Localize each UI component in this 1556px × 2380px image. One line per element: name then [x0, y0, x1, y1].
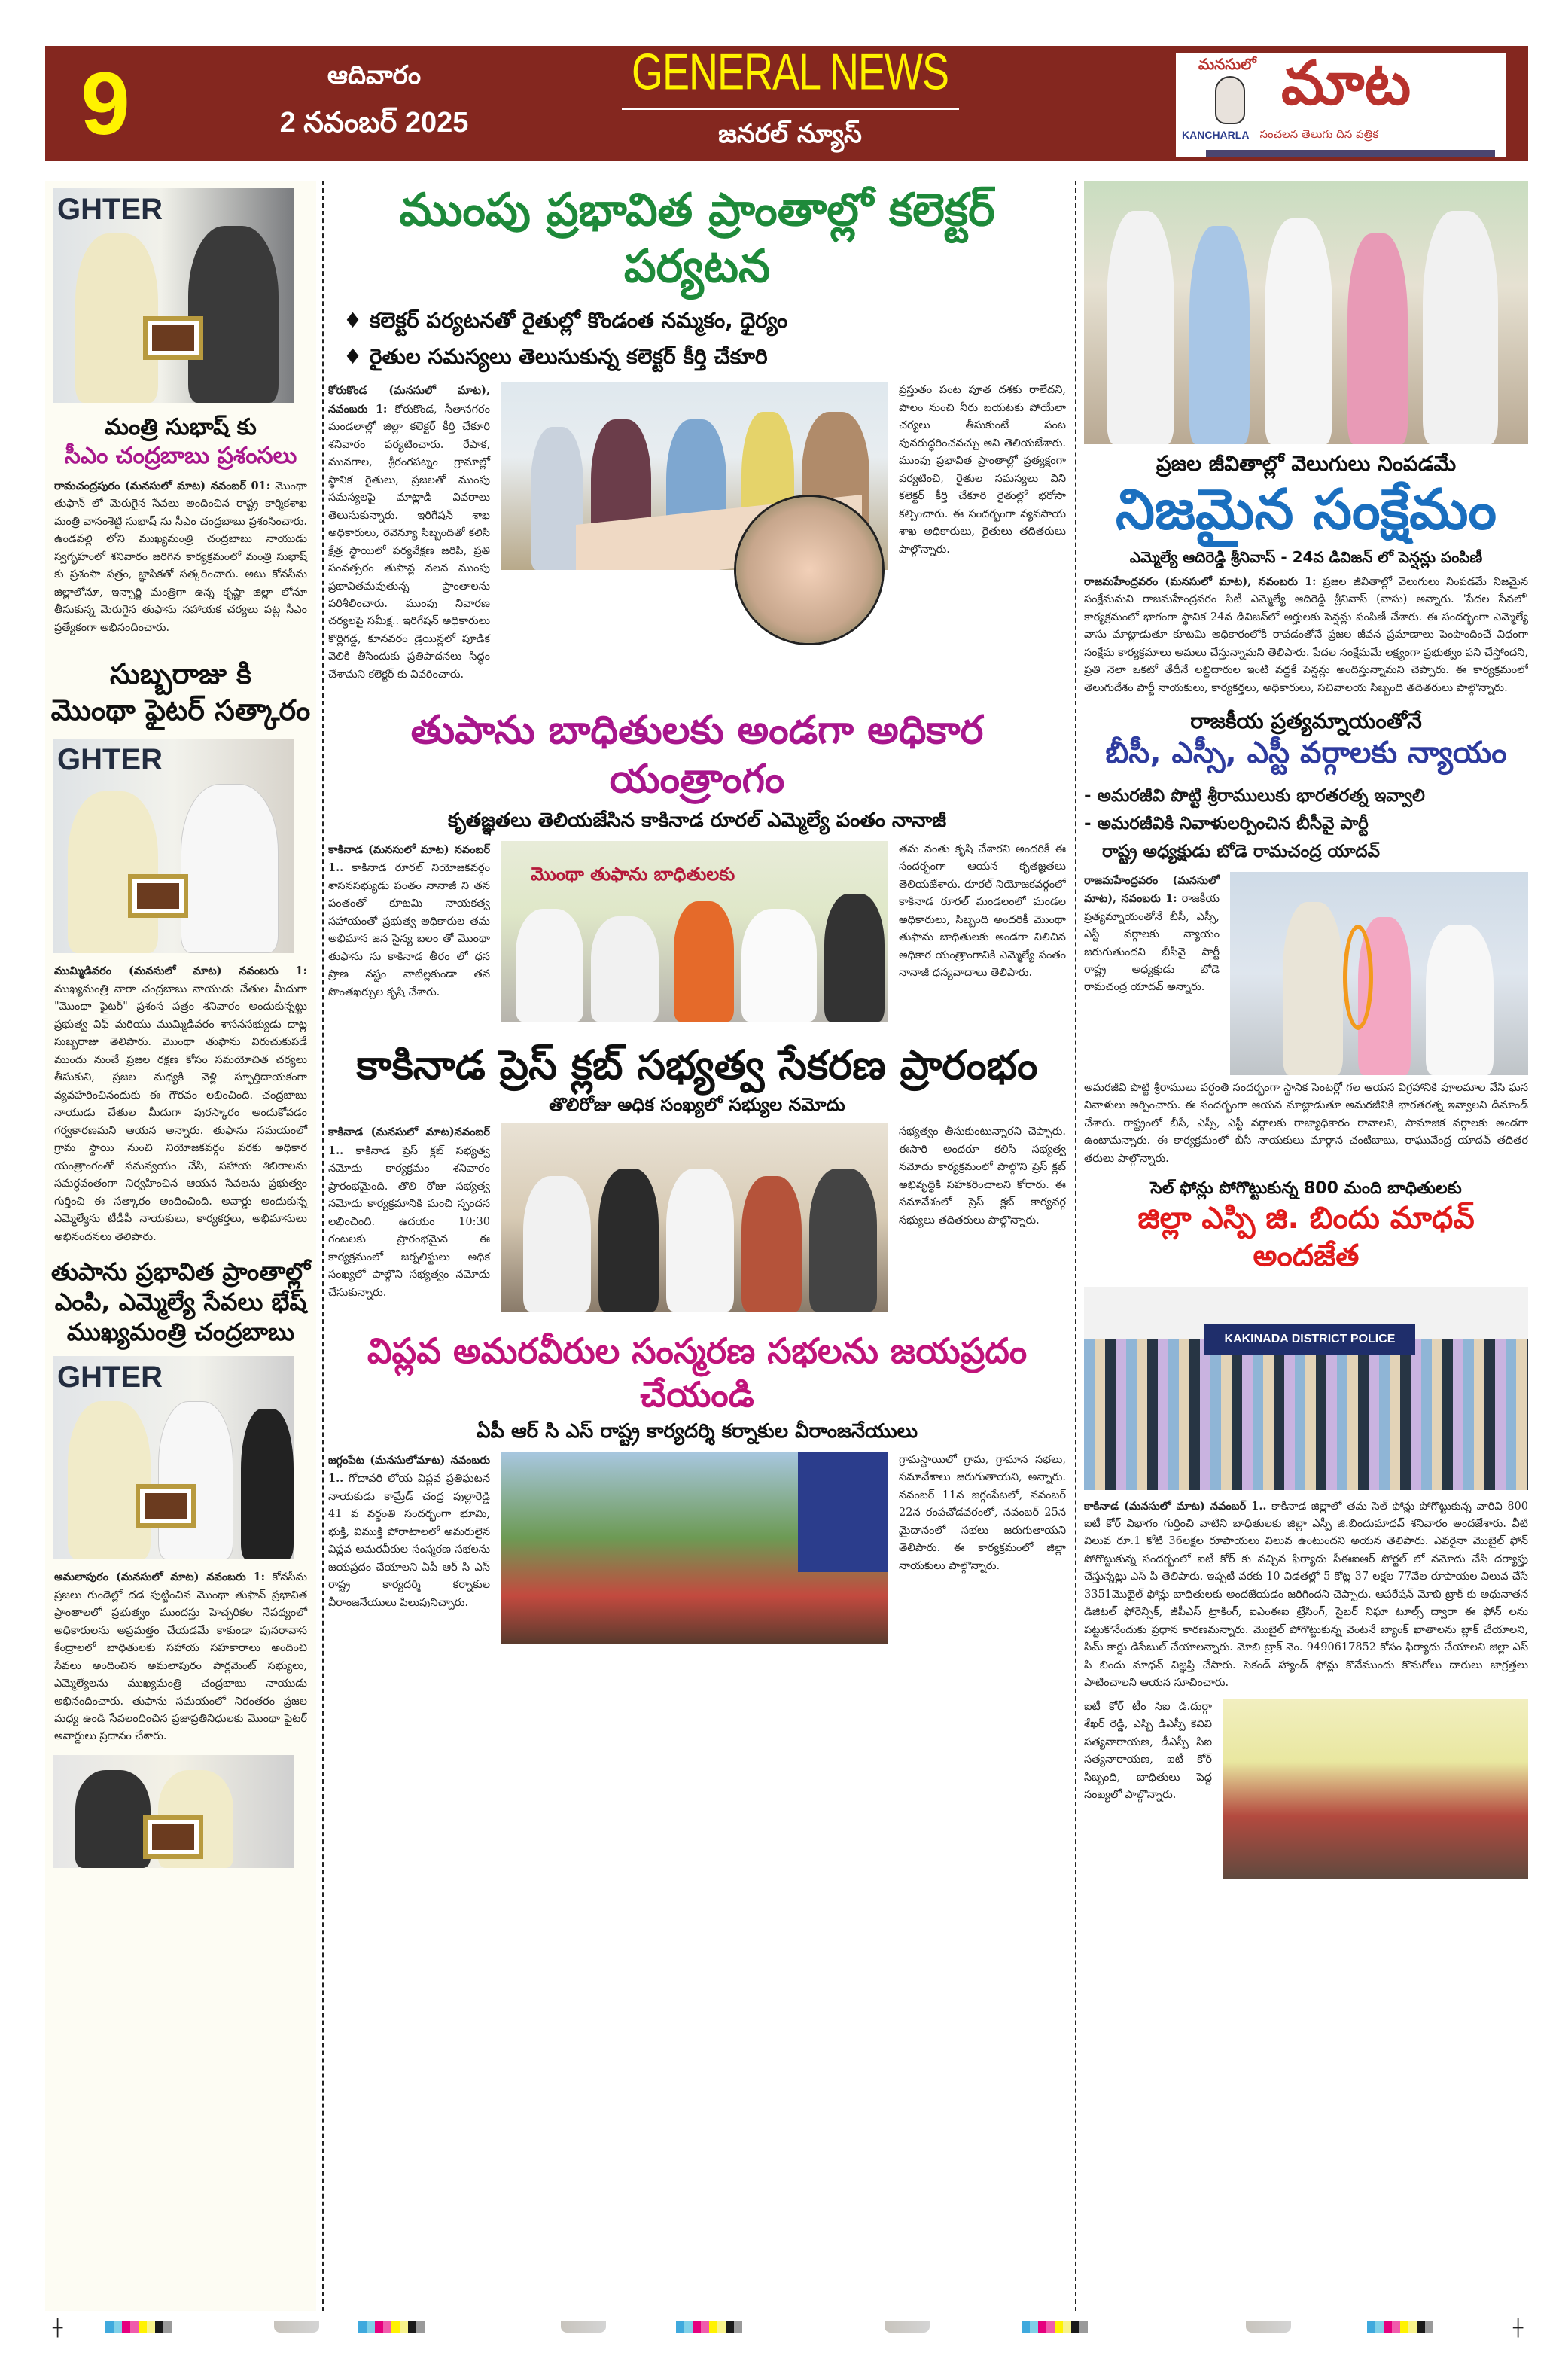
color-swatch	[1392, 2321, 1400, 2333]
story-headline: సుబ్బరాజు కి	[110, 657, 251, 691]
story-subheadline: కృతజ్ఞతలు తెలియజేసిన కాకినాడ రూరల్ ఎమ్మెల్యే పంతం నానాజీ	[447, 809, 947, 833]
color-swatch	[734, 2321, 742, 2333]
center-column	[328, 181, 1066, 2311]
color-swatch	[684, 2321, 693, 2333]
photo-cm-award-mp	[53, 1356, 294, 1559]
logo-top-script: మనసులో	[1198, 55, 1256, 73]
section-title-te: జనరల్ న్యూస్	[718, 119, 862, 149]
story-headline: బీసీ, ఎస్సీ, ఎస్టీ వర్గాలకు న్యాయం	[1105, 736, 1507, 771]
story-body	[899, 1123, 1066, 1230]
color-swatch	[383, 2321, 391, 2333]
photo-backdrop-text: GHTER	[57, 193, 163, 226]
photo-backdrop-text: GHTER	[57, 1361, 163, 1394]
bullet-item: రాష్ట్ర అధ్యక్షుడు బోడె రామచంద్ర యాదవ్	[1102, 841, 1381, 861]
color-swatch	[155, 2321, 163, 2333]
founder-portrait-icon	[1215, 76, 1245, 124]
masthead-date-block	[45, 46, 583, 161]
photo-cm-award-subhash	[53, 188, 294, 403]
left-column	[45, 181, 316, 2311]
story-headline: జిల్లా ఎస్పి జి. బిందు మాధవ్ అందజేత	[1137, 1200, 1475, 1273]
story-headline: ముంపు ప్రభావిత ప్రాంతాల్లో కలెక్టర్ పర్యటన	[399, 184, 995, 293]
photo-victims-gathering	[1223, 1699, 1528, 1879]
photo-pension-distribution	[1084, 181, 1528, 444]
print-color-bar	[358, 2321, 425, 2333]
story-text: ముఖ్యమంత్రి నారా చంద్రబాబు నాయుడు చేతుల మీదుగా "మొంథా ఫైటర్" ప్రశంస పత్రం శనివారం అందుకున్నట్టు ప్రభుత్వ విఫ్ మరియు ముమ్మిడివరం శాసనసభ్యుడు దాట్ల సుబ్బరాజు తెలిపారు. మొంథా తుఫాను విరుచుకుపడే ముందు నుంచే ప్రజల రక్షణ కోసం సమయోచిత చర్యలు తీసుకుని, ప్రజల మధ్యకి వెళ్లి స్ఫూర్తిదాయకంగా వ్యవహరించినందుకు ఈ గౌరవం లభించింది. చంద్రబాబు నాయుడు చేతుల మీదుగా పురస్కారం అందుకోవడం గర్వకారణమని ఆయన అన్నారు. తుఫాను సమయంలో గ్రామ స్థాయి నుంచి నియోజకవర్గం వరకు అధికార యంత్రాంగంతో సమన్వయం చేసి, సహాయ శిబిరాలను సమర్ధవంతంగా నిర్వహించిన ఆయన సేవలను ప్రభుత్వం గుర్తించి ఈ సత్కారం అందించింది. అవార్డు అందుకున్న ఎమ్మెల్యేను టీడీపీ నాయకులు, కార్యకర్తలు, అభిమానులు అభినందనలు తెలిపారు.	[54, 983, 307, 1243]
color-swatch	[114, 2321, 122, 2333]
newspaper-logo	[1176, 48, 1506, 157]
page-number: 9	[81, 53, 130, 154]
story-dateline: కాకినాడ (మనసులో మాట)నవంబర్ 1..	[328, 1126, 490, 1157]
story-body	[328, 1452, 490, 1612]
color-swatch	[1375, 2321, 1384, 2333]
masthead-logo-area	[997, 46, 1528, 161]
section-title	[583, 46, 997, 161]
story-phones-bottom	[1084, 1699, 1528, 1879]
photo-cm-award-subbaraju	[53, 739, 294, 953]
story-headline: మంత్రి సుభాష్ కు	[105, 414, 257, 440]
bullet-text: కలెక్టర్ పర్యటనతో రైతుల్లో కొండంత నమ్మకం, ధైర్యం	[369, 308, 788, 333]
story-kicker: ప్రజల జీవితాల్లో వెలుగులు నింపడమే	[1156, 451, 1457, 476]
color-swatch	[139, 2321, 147, 2333]
story-body	[1084, 1699, 1212, 1805]
story-body	[1084, 1080, 1528, 1168]
story-photo-area	[501, 382, 888, 570]
color-swatch	[105, 2321, 114, 2333]
story-text: మొంథా తుఫాన్ లో మెరుగైన సేవలు అందించిన రాష్ట్ర కార్మికశాఖ మంత్రి వాసంశెట్టి సుభాష్ ను సీఎం చంద్రబాబు ప్రశంసించారు. ఉండవల్లి లోని ముఖ్యమంత్రి చంద్రబాబు నాయుడు స్వగృహంలో శనివారం జరిగిన కార్యక్రమంలో మంత్రి సుభాష్ కు ప్రశంసా పత్రం, జ్ఞాపికతో సత్కరించారు. అటు కోనసీమ జిల్లాలోనూ, ఇన్చార్జి మంత్రిగా ఉన్న కృష్ణా జిల్లా లోనూ తీసుకున్న మెరుగైన తుఫాను సహాయక చర్యలు పట్ల సీఎం ప్రత్యేకంగా అభినందించారు.	[54, 480, 307, 634]
print-color-bar	[105, 2321, 172, 2333]
photo-cm-award-4	[53, 1755, 294, 1868]
photo-martyrs-meeting	[501, 1452, 888, 1644]
story-body	[54, 1568, 307, 1746]
color-swatch	[130, 2321, 139, 2333]
color-swatch	[1055, 2321, 1063, 2333]
story-body	[328, 1123, 490, 1302]
print-color-bar	[1022, 2321, 1088, 2333]
column-divider	[322, 181, 324, 2311]
logo-underline-bar	[1206, 150, 1495, 157]
issue-day: ఆదివారం	[327, 61, 422, 90]
crop-mark-icon: ┼	[53, 2319, 63, 2338]
color-swatch	[726, 2321, 734, 2333]
story-headline: ఎంపి, ఎమ్మెల్యే సేవలు భేష్	[54, 1288, 307, 1317]
color-swatch	[367, 2321, 375, 2333]
section-title-en: GENERAL NEWS	[631, 44, 949, 101]
story-nanaji	[328, 841, 1066, 1022]
print-grey-patch	[1246, 2321, 1291, 2333]
color-swatch	[717, 2321, 726, 2333]
color-swatch	[676, 2321, 684, 2333]
color-swatch	[693, 2321, 701, 2333]
issue-date	[166, 61, 583, 146]
story-dateline: రామచంద్రపురం (మనసులో మాట) నవంబర్ 01:	[54, 480, 271, 492]
story-dateline: జగ్గంపేట (మనసులోమాట) నవంబరు 1..	[328, 1453, 490, 1486]
story-body	[1084, 1498, 1528, 1693]
print-grey-patch	[274, 2321, 319, 2333]
color-swatch	[1408, 2321, 1417, 2333]
story-headline: కాకినాడ ప్రెస్ క్లబ్ సభ్యత్వ సేకరణ ప్రారంభం	[356, 1041, 1038, 1089]
color-swatch	[1079, 2321, 1088, 2333]
column-divider	[1075, 181, 1076, 2311]
story-press-club	[328, 1123, 1066, 1312]
story-text: ప్రజల జీవితాల్లో వెలుగులు నింపడమే నిజమైన సంక్షేమమని రాజమహేంద్రవరం సిటీ ఎమ్మెల్యే ఆదిరెడ్డి శ్రీనివాస్ (వాసు) అన్నారు. 'పేదల సేవలో' కార్యక్రమంలో భాగంగా స్థానిక 24వ డివిజన్‌లో అర్హులకు పెన్షన్లు పంపిణీ చేశారు. ఈ సందర్భంగా ఎమ్మెల్యే వాసు మాట్లాడుతూ కూటమి అధికారంలోకి రావడంతోనే ప్రజల జీవన ప్రమాణాలు పెంపొందించే విధంగా సంక్షేమ కార్యక్రమాలు అమలు చేస్తున్నామని తెలిపారు. పేదల సంక్షేమమే లక్ష్యంగా ప్రభుత్వం పని చేస్తోందని, ప్రతి నెలా ఒకటో తేదీనే లబ్ధిదారుల ఇంటి వద్దకే పెన్షన్లు అందిస్తున్నామని చెప్పారు. ఈ కార్యక్రమంలో తెలుగుదేశం పార్టీ నాయకులు, కార్యకర్తలు, అధికారులు, సచివాలయ సిబ్బంది తదితరులు పాల్గొన్నారు.	[1084, 575, 1528, 694]
crop-mark-icon: ┼	[1513, 2319, 1524, 2338]
photo-inset-circle	[734, 495, 885, 645]
story-body	[1084, 872, 1220, 997]
photo-banner-text: KAKINADA DISTRICT POLICE	[1204, 1324, 1415, 1355]
print-grey-patch	[561, 2321, 606, 2333]
color-swatch	[1071, 2321, 1079, 2333]
story-bullets	[1084, 782, 1528, 865]
print-color-bar	[676, 2321, 742, 2333]
story-dateline: రాజమహేంద్రవరం (మనసులో మాట), నవంబరు 1:	[1084, 873, 1220, 906]
color-swatch	[400, 2321, 408, 2333]
story-bullets	[343, 303, 1066, 374]
story-text: సభ్యత్వం తీసుకుంటున్నారని చెప్పారు. ఈసారి అందరూ కలిసి సభ్యత్వ నమోదు కార్యక్రమంలో పాల్గొని ప్రెస్ క్లబ్ అభివృద్ధికి సహకరించాలని కోరారు. ఈ సమావేశంలో ప్రెస్ క్లబ్ కార్యవర్గ సభ్యులు తదితరులు పాల్గొన్నారు.	[899, 1126, 1066, 1227]
color-swatch	[709, 2321, 717, 2333]
story-headline: సీఎం చంద్రబాబు ప్రశంసలు	[64, 442, 297, 469]
story-martyrs	[328, 1452, 1066, 1644]
bullet-text: రైతుల సమస్యలు తెలుసుకున్న కలెక్టర్ కీర్తి చేకూరి	[369, 343, 768, 369]
story-dateline: కోరుకొండ (మనసులో మాట), నవంబరు 1:	[328, 384, 490, 416]
story-dateline: అమలాపురం (మనసులో మాట) నవంబరు 1:	[54, 1571, 266, 1584]
story-kicker: సెల్ ఫోన్లు పోగొట్టుకున్న 800 మంది బాధితులకు	[1150, 1179, 1462, 1198]
story-photo-area	[501, 841, 888, 1022]
story-text: కాకినాడ ప్రెస్ క్లబ్ సభ్యత్వ నమోదు కార్యక్రమం శనివారం ప్రారంభమైంది. తొలి రోజు సభ్యత్వ నమోదు కార్యక్రమానికి మంచి స్పందన లభించింది. ఉదయం 10:30 గంటలకు ప్రారంభమైన ఈ కార్యక్రమంలో జర్నలిస్టులు అధిక సంఖ్యలో పాల్గొని సభ్యత్వం నమోదు చేసుకున్నారు.	[328, 1144, 491, 1299]
color-swatch	[147, 2321, 155, 2333]
photo-banner-text: మొంథా తుఫాను బాధితులకు	[531, 863, 735, 885]
bullet-item: ♦ రైతుల సమస్యలు తెలుసుకున్న కలెక్టర్ కీర్తి చేకూరి	[343, 343, 768, 369]
logo-tagline: సంచలన తెలుగు దిన పత్రిక	[1259, 127, 1379, 141]
color-swatch	[1417, 2321, 1425, 2333]
bullet-item: - అమరజీవి పొట్టి శ్రీరాములుకు భారతరత్న ఇవ్వాలి	[1084, 786, 1425, 806]
story-body	[899, 1452, 1066, 1575]
color-swatch	[408, 2321, 416, 2333]
story-text: అమరజీవి పొట్టి శ్రీరాములు వర్ధంతి సందర్భంగా స్థానిక సెంటర్లో గల ఆయన విగ్రహానికి పూలమాల వేసి ఘన నివాళులు అర్పించారు. ఈ సందర్భంగా ఆయన మాట్లాడుతూ అమరజీవికి భారతరత్న ఇవ్వాలని డిమాండ్ చేశారు. రాష్ట్రంలో బీసీ, ఎస్సీ, ఎస్టీ వర్గాలకు రాజ్యాధికారం రావాలని, సామాజిక వర్గాలకు అండగా ఉంటామన్నారు. ఈ కార్యక్రమంలో బీసీ నాయకులు మార్గాన చంటిబాబు, రాఘువేంద్ర యాదవ్ తదితర తరులు పాల్గొన్నారు.	[1084, 1081, 1528, 1165]
color-swatch	[1030, 2321, 1038, 2333]
story-text: ప్రస్తుతం పంట పూత దశకు రాలేదని, పొలం నుంచి నీరు బయటకు పోయేలా చర్యలు తీసుకుంటే పంట పునరుద్ధరించవచ్చు అని తెలియజేశారు. ముంపు ప్రభావిత ప్రాంతాల్లో ప్రత్యక్షంగా పర్యటించి, రైతుల సమస్యలు విని కలెక్టర్ కీర్తి చేకూరి రైతుల్లో భరోసా కల్పించారు. ఈ సందర్భంగా వ్యవసాయ శాఖ అధికారులు, రైతులు తదితరులు పాల్గొన్నారు.	[899, 384, 1066, 556]
right-column	[1084, 181, 1528, 2311]
story-text: గ్రామస్థాయిలో గ్రామ, గ్రామాన సభలు, సమావేశాలు జరుగుతాయని, అన్నారు. నవంబర్ 11న జగ్గంపేటలో, నవంబర్ 22న రంపచోడవరంలో, నవంబర్ 25న మైదానంలో సభలు జరుగుతాయని తెలిపారు. ఈ కార్యక్రమంలో జిల్లా నాయకులు పాల్గొన్నారు.	[899, 1453, 1066, 1572]
color-swatch	[375, 2321, 383, 2333]
logo-kancharla: KANCHARLA	[1182, 128, 1250, 141]
color-swatch	[391, 2321, 400, 2333]
story-body	[899, 382, 1066, 559]
bullet-item: - అమరజీవికి నివాళులర్పించిన బీసీవై పార్టీ	[1084, 813, 1369, 833]
color-swatch	[1063, 2321, 1071, 2333]
masthead	[45, 46, 1528, 161]
story-text: గోదావరి లోయ విప్లవ ప్రతిఘటన నాయకుడు కామ్రేడ్ చంద్ర పుల్లారెడ్డి 41 వ వర్ధంతి సందర్భంగా భూమి, భుక్తి, విముక్తి పోరాటాలలో అమరులైన విప్లవ అమరవీరుల సంస్మరణ సభలను జయప్రదం చేయాలని ఏపీ ఆర్ సి ఎస్ రాష్ట్ర కార్యదర్శి కర్నాకుల వీరాంజనేయులు పిలుపునిచ్చారు.	[328, 1473, 490, 1609]
story-body	[899, 841, 1066, 983]
logo-bottom-row	[1182, 129, 1495, 140]
photo-backdrop-text: GHTER	[57, 743, 163, 777]
story-text: కాకినాడ జిల్లాలో తమ సెల్ ఫోన్లు పోగొట్టుకున్న వారివి 800 ఐటీ కోర్ విభాగం గుర్తించి వాటిని బాధితులకు జిల్లా ఎస్పీ జి.బిందుమాధవ్ శనివారం అందజేశారు. వీటి విలువ రూ.1 కోటి 36లక్షల రూపాయలు విలువ ఉంటుందని అయన తెలిపారు. ఎవరైనా మొబైల్ ఫోన్ పోగొట్టుకున్న సందర్భంలో ఐటీ కోర్ కు వచ్చిన ఫిర్యాదు సీఈఐఆర్ పోర్టల్ లో నమోదు చేసి దర్యాప్తు చేస్తున్నట్లు ఎస్ పి తెలిపారు. ఇప్పటి వరకు 10 విడతల్లో 5 కోట్ల 37 లక్షల 77వేల రూపాయల విలువ చేసే 3351మొబైల్ ఫోన్లు బాధితులకు అందజేయడం జరిగిందని చెప్పారు. ఆపరేషన్ మోబి ట్రాక్ కు అధునాతన డిజిటల్ ఫోరెన్సిక్, జీపీఎస్ ట్రాకింగ్, ఐఎంఈఐ ట్రేసింగ్, సైబర్ నిఘా టూల్స్ ద్వారా ఈ ఫోన్ లను పట్టుకొనేందుకు ప్రధాన కారణమన్నారు. మొబైల్ పోగొట్టుకున్న వెంటనే బ్యాంక్ ఖాతాలను బ్లాక్ చేయాలని, సిమ్ కార్డు డిసేబుల్ చేయాలన్నారు. మోబి ట్రాక్ నెం. 9490617852 కోసం ఫిర్యాదు చేయాలని జిల్లా ఎస్ పి బిందు మాధవ్ విజ్ఞప్తి చేసారు. సెకండ్ హ్యాండ్ ఫోన్లు కొనేముందు కొనుగోలు దారులు జాగ్రత్తలు పాటించాలని ఆయన సూచించారు.	[1084, 1500, 1528, 1690]
story-subheadline: తొలిరోజు అధిక సంఖ్యలో సభ్యుల నమోదు	[549, 1094, 845, 1116]
print-grey-patch	[885, 2321, 930, 2333]
story-collector-visit	[328, 382, 1066, 684]
story-photo-area	[501, 1123, 888, 1312]
story-dateline: ముమ్మిడివరం (మనసులో మాట) నవంబరు 1:	[54, 964, 307, 978]
logo-brand: మాట	[1281, 48, 1411, 118]
story-headline: నిజమైన సంక్షేమం	[1116, 477, 1497, 542]
story-headline: విప్లవ అమరవీరుల సంస్మరణ సభలను జయప్రదం చేయండి	[367, 1330, 1028, 1415]
story-body	[1084, 573, 1528, 697]
bullet-item: ♦ కలెక్టర్ పర్యటనతో రైతుల్లో కొండంత నమ్మకం, ధైర్యం	[343, 308, 788, 333]
color-swatch	[1022, 2321, 1030, 2333]
story-dateline: కాకినాడ (మనసులో మాట) నవంబర్ 1..	[1084, 1499, 1267, 1513]
color-swatch	[1384, 2321, 1392, 2333]
story-kicker: రాజకీయ ప్రత్యమ్నాయంతోనే	[1190, 709, 1422, 734]
story-subheadline: ఏపీ ఆర్ సి ఎస్ రాష్ట్ర కార్యదర్శి కర్నాకుల వీరాంజనేయులు	[476, 1420, 918, 1443]
story-headline: తుపాను బాధితులకు అండగా అధికార యంత్రాంగం	[410, 708, 984, 803]
photo-press-club	[501, 1123, 888, 1312]
story-headline: తుపాను ప్రభావిత ప్రాంతాల్లో	[50, 1257, 311, 1287]
story-text: తమ వంతు కృషి చేశారని అందరికీ ఈ సందర్భంగా ఆయన కృతజ్ఞతలు తెలియజేశారు. రూరల్ నియోజకవర్గంలో కాకినాడ రూరల్ మండలంలో మండల అధికారులు, సిబ్బంది అందరికీ మొంథా తుఫాను బాధితులకు అండగా నిలిచిన అధికార యంత్రాంగానికి ఎమ్మెల్యే పంతం నానాజీ ధన్యవాదాలు తెలిపారు.	[899, 843, 1066, 980]
story-text: కోరుకొండ, సీతానగరం మండలాల్లో జిల్లా కలెక్టర్ కీర్తి చేకూరి శనివారం పర్యటించారు. రేపాక, మునగాల, శ్రీరంగపట్నం గ్రామాల్లో స్థానిక రైతులు, ప్రజలతో ముంపు సమస్యలపై మాట్లాడి వివరాలు తెలుసుకున్నారు. ఇరిగేషన్ శాఖ అధికారులు, రెవెన్యూ సిబ్బందితో కలిసి క్షేత్ర స్థాయిలో పర్యవేక్షణ జరిపి, ప్రతి సంవత్సరం తుపాన్ల వలన ముంపు ప్రభావితమవుతున్న ప్రాంతాలను పరిశీలించారు. ముంపు నివారణ చర్యలపై సమీక్ష.. ఇరిగేషన్ అధికారులు కొర్లిగడ్డ, కూనవరం డ్రెయిన్లలో పూడిక వెలికి తీసేందుకు ప్రతిపాదనలు సిద్ధం చేశామని కలెక్టర్ కు వివరించారు.	[328, 403, 491, 681]
story-photo-area	[501, 1452, 888, 1644]
story-text: కాకినాడ రూరల్ నియోజకవర్గం శాసనసభ్యుడు పంతం నానాజీ ని తన పంతంతో కూటమి నాయకత్వ సహాయంతో ప్రభుత్వ అధికారుల తమ అభిమాన జన సైన్య బలం తో మొంథా తుఫాను ను కాకినాడ తీరం లో ధన ప్రాణ నష్టం వాటిల్లకుండా తన సొంతఖర్చుల కృషి చేశారు.	[328, 862, 490, 998]
story-headline: మొంథా ఫైటర్ సత్కారం	[50, 693, 311, 727]
section-title-divider	[622, 108, 959, 110]
color-swatch	[416, 2321, 425, 2333]
color-swatch	[1038, 2321, 1046, 2333]
photo-recovered-phones	[1084, 1287, 1528, 1490]
color-swatch	[1046, 2321, 1055, 2333]
story-body	[328, 841, 490, 1001]
color-swatch	[701, 2321, 709, 2333]
story-subheadline: ఎమ్మెల్యే ఆదిరెడ్డి శ్రీనివాస్ - 24వ డివిజన్ లో పెన్షన్లు పంపిణీ	[1129, 547, 1483, 566]
story-text: ఐటీ కోర్ టీం సిఐ డి.దుర్గా శేఖర్ రెడ్డి, ఎస్బి డిఎస్పీ కెవివి సత్యనారాయణ, డీఎస్పీ సిఐ సత్యనారాయణ, ఐటీ కోర్ సిబ్బంది, బాధితులు పెద్ద సంఖ్యలో పాల్గొన్నారు.	[1084, 1700, 1212, 1802]
print-color-bar	[1367, 2321, 1433, 2333]
story-text: కోనసీమ ప్రజలు గుండెల్లో దడ పుట్టించిన మొంథా తుఫాన్ ప్రభావిత ప్రాంతాలలో ప్రభుత్వం ముందస్తు హెచ్చరికల నేపథ్యంలో అధికారులను అప్రమత్తం చేయడమే కాకుండా పునరావాస కేంద్రాలలో బాధితులకు సహాయ సహకారాలు అందించి సేవలు అందించిన అమలాపురం పార్లమెంట్ సభ్యులు, ఎమ్మెల్యేలను ముఖ్యమంత్రి చంద్రబాబు నాయుడు అభినందించారు. తుఫాను సమయంలో నిరంతరం ప్రజల మధ్య ఉండి సేవలందించిన ప్రజాప్రతినిధులకు మొంథా ఫైటర్ అవార్డులు ప్రదానం చేశారు.	[54, 1571, 308, 1743]
story-body	[328, 382, 490, 684]
story-dateline: కాకినాడ (మనసులో మాట) నవంబర్ 1..	[328, 843, 490, 875]
story-bcy-party	[1084, 872, 1528, 1075]
photo-statue-tribute	[1230, 872, 1528, 1075]
story-text: రాజకీయ ప్రత్యమ్నాయంతోనే బీసీ, ఎస్సీ, ఎస్టీ వర్గాలకు న్యాయం జరుగుతుందని బీసీవై పార్టీ రాష్ట్ర అధ్యక్షుడు బోడె రామచంద్ర యాదవ్ అన్నారు.	[1084, 893, 1220, 994]
color-swatch	[358, 2321, 367, 2333]
story-body	[54, 962, 307, 1246]
color-swatch	[1425, 2321, 1433, 2333]
story-body	[54, 477, 307, 637]
story-headline: ముఖ్యమంత్రి చంద్రబాబు	[66, 1318, 295, 1347]
photo-nanaji-speech	[501, 841, 888, 1022]
color-swatch	[122, 2321, 130, 2333]
color-swatch	[163, 2321, 172, 2333]
color-swatch	[1400, 2321, 1408, 2333]
color-swatch	[1367, 2321, 1375, 2333]
issue-date-text: 2 నవంబర్ 2025	[279, 107, 469, 139]
story-dateline: రాజమహేంద్రవరం (మనసులో మాట), నవంబరు 1:	[1084, 574, 1317, 588]
